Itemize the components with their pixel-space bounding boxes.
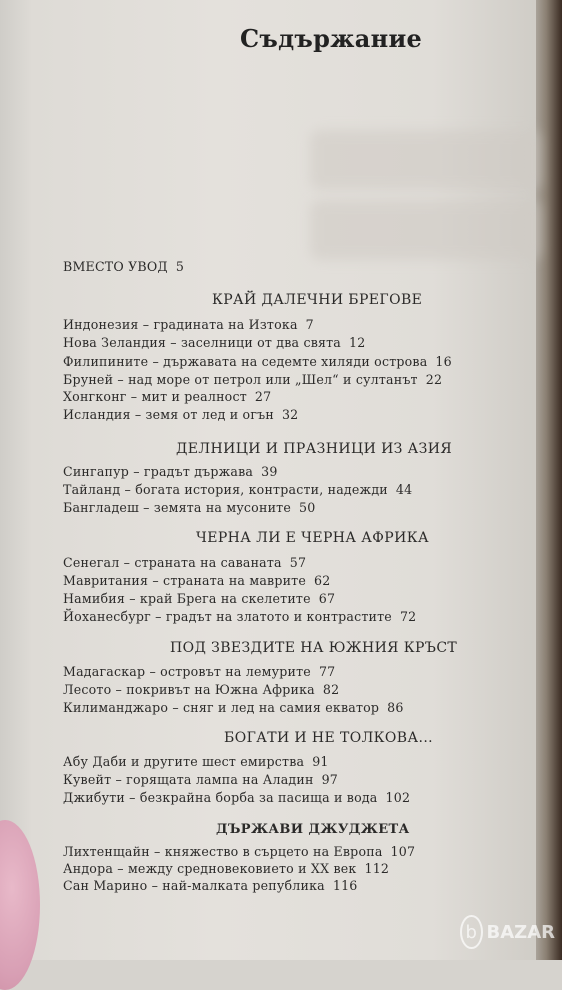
toc-intro xyxy=(63,259,184,274)
toc-entry-page: 16 xyxy=(435,354,452,369)
section-heading: ЧЕРНА ЛИ Е ЧЕРНА АФРИКА xyxy=(196,530,429,546)
toc-entry xyxy=(63,878,358,893)
section-heading: БОГАТИ И НЕ ТОЛКОВА... xyxy=(224,730,434,746)
toc-entry-page: 102 xyxy=(385,790,411,805)
toc-entry xyxy=(63,861,389,876)
toc-entry-text: Абу Даби и другите шест емирства xyxy=(63,754,305,769)
toc-entry-text: Филипините – държавата на седемте хиляди острова xyxy=(63,354,428,369)
toc-entry-text: Сенегал – страната на саваната xyxy=(63,555,282,570)
toc-entry xyxy=(63,407,298,422)
toc-entry xyxy=(63,772,338,787)
bleed-through-text xyxy=(310,130,540,190)
toc-entry-page: 27 xyxy=(254,389,272,404)
toc-entry-text: Джибути – безкрайна борба за пасища и вода xyxy=(63,790,378,805)
bleed-through-text xyxy=(310,200,540,260)
section-heading: ДЕЛНИЦИ И ПРАЗНИЦИ ИЗ АЗИЯ xyxy=(176,441,453,457)
toc-entry xyxy=(63,500,315,515)
toc-entry xyxy=(63,464,278,479)
toc-entry-text: Сан Марино – най-малката република xyxy=(63,878,325,893)
toc-entry-page: 7 xyxy=(305,317,314,332)
toc-entry-text: Индонезия – градината на Изтока xyxy=(63,317,298,332)
toc-entry xyxy=(63,700,404,715)
toc-entry xyxy=(63,354,452,369)
watermark-text: BAZAR xyxy=(486,921,555,943)
toc-entry xyxy=(63,754,329,769)
toc-entry-page: 62 xyxy=(314,573,331,588)
toc-entry-page: 12 xyxy=(349,335,366,350)
watermark-icon: b xyxy=(460,915,483,949)
toc-entry-page: 32 xyxy=(281,407,299,422)
toc-entry xyxy=(63,317,314,332)
toc-entry-page: 39 xyxy=(261,464,278,479)
page-title: Съдържание xyxy=(240,24,423,53)
toc-entry xyxy=(63,844,415,859)
section-heading: ПОД ЗВЕЗДИТЕ НА ЮЖНИЯ КРЪСТ xyxy=(170,640,458,656)
toc-entry-page: 44 xyxy=(395,482,413,497)
toc-entry-text: Намибия – край Брега на скелетите xyxy=(63,591,311,606)
toc-entry xyxy=(63,790,410,805)
toc-entry-text: Йоханесбург – градът на златото и контрастите xyxy=(63,609,392,624)
toc-entry-page: 91 xyxy=(312,754,329,769)
toc-entry-page: 77 xyxy=(318,664,336,679)
toc-entry xyxy=(63,591,335,606)
toc-entry-text: Нова Зеландия – заселници от два свята xyxy=(63,335,342,350)
toc-entry-text: Килиманджаро – сняг и лед на самия екватор xyxy=(63,700,380,715)
toc-entry-page: 67 xyxy=(318,591,336,606)
toc-entry xyxy=(63,335,365,350)
toc-entry-text: Сингапур – градът държава xyxy=(63,464,254,479)
toc-entry-page: 50 xyxy=(298,500,316,515)
toc-entry-page: 72 xyxy=(399,609,417,624)
toc-entry-page: 97 xyxy=(321,772,338,787)
toc-entry-text: Андора – между средновековието и XX век xyxy=(63,861,357,876)
toc-entry-page: 107 xyxy=(390,844,416,859)
toc-intro-page: 5 xyxy=(175,259,185,274)
watermark-logo xyxy=(460,912,555,952)
toc-entry xyxy=(63,389,271,404)
toc-entry xyxy=(63,664,335,679)
toc-entry-text: Лесото – покривът на Южна Африка xyxy=(63,682,315,697)
toc-entry-text: Бруней – над море от петрол или „Шел“ и султанът xyxy=(63,372,418,387)
section-heading: КРАЙ ДАЛЕЧНИ БРЕГОВЕ xyxy=(212,292,423,308)
toc-entry-text: Исландия – земя от лед и огън xyxy=(63,407,274,422)
toc-entry xyxy=(63,372,442,387)
toc-entry-text: Мавритания – страната на маврите xyxy=(63,573,307,588)
toc-entry-page: 22 xyxy=(425,372,443,387)
toc-entry xyxy=(63,482,412,497)
toc-entry-page: 57 xyxy=(289,555,307,570)
toc-entry-text: Лихтенщайн – княжество в сърцето на Европа xyxy=(63,844,383,859)
toc-intro-text: ВМЕСТО УВОД xyxy=(63,259,168,274)
toc-entry-page: 116 xyxy=(332,878,358,893)
toc-entry xyxy=(63,555,306,570)
toc-entry-text: Кувейт – горящата лампа на Аладин xyxy=(63,772,314,787)
toc-entry-page: 82 xyxy=(322,682,340,697)
toc-entry-page: 86 xyxy=(387,700,404,715)
toc-entry xyxy=(63,682,339,697)
toc-entry-text: Бангладеш – земята на мусоните xyxy=(63,500,291,515)
toc-entry-text: Тайланд – богата история, контрасти, надежди xyxy=(63,482,388,497)
toc-entry xyxy=(63,573,330,588)
toc-entry-text: Мадагаскар – островът на лемурите xyxy=(63,664,311,679)
toc-entry-text: Хонгконг – мит и реалност xyxy=(63,389,247,404)
toc-entry xyxy=(63,609,416,624)
toc-entry-page: 112 xyxy=(364,861,390,876)
section-heading: ДЪРЖАВИ ДЖУДЖЕТА xyxy=(216,822,410,837)
